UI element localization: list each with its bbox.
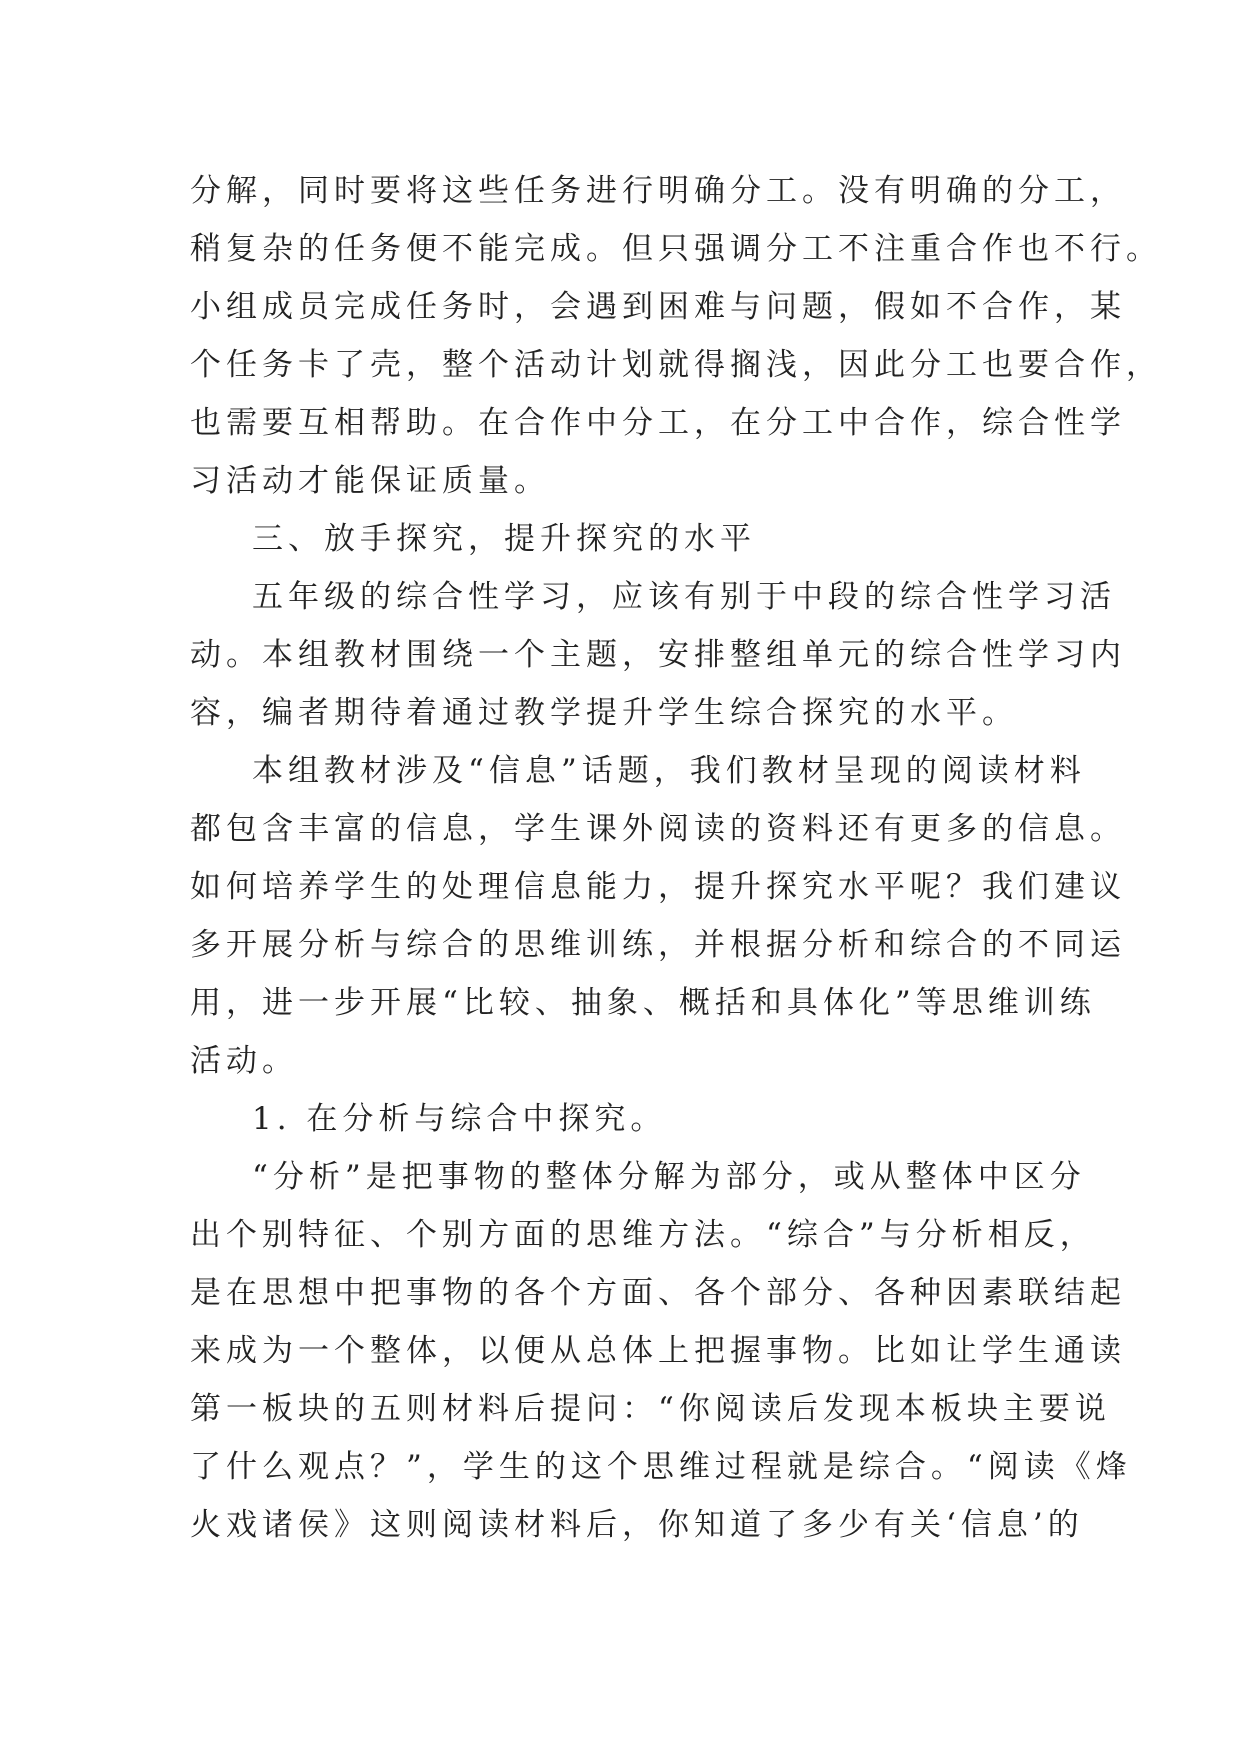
subsection-heading: 1. 在分析与综合中探究。 [252,1101,667,1137]
text-line: 活动。 [190,1043,298,1079]
text-line: 习活动才能保证质量。 [190,463,550,499]
text-line: 出个别特征、个别方面的思维方法。“综合”与分析相反， [190,1217,1096,1253]
section-heading: 三、放手探究，提升探究的水平 [252,521,756,557]
paragraph-start: 五年级的综合性学习，应该有别于中段的综合性学习活 [252,579,1116,615]
text-line: 了什么观点？”，学生的这个思维过程就是综合。“阅读《烽 [190,1449,1132,1485]
text-line: 火戏诸侯》这则阅读材料后，你知道了多少有关‘信息’的 [190,1507,1084,1543]
text-line: 分解，同时要将这些任务进行明确分工。没有明确的分工， [190,173,1126,209]
text-line: 如何培养学生的处理信息能力，提升探究水平呢？我们建议 [190,869,1126,905]
text-line: 动。本组教材围绕一个主题，安排整组单元的综合性学习内 [190,637,1126,673]
text-line: 用，进一步开展“比较、抽象、概括和具体化”等思维训练 [190,985,1096,1021]
text-line: 稍复杂的任务便不能完成。但只强调分工不注重合作也不行。 [190,231,1162,267]
paragraph-start: 本组教材涉及“信息”话题，我们教材呈现的阅读材料 [252,753,1086,789]
text-line: 个任务卡了壳，整个活动计划就得搁浅，因此分工也要合作， [190,347,1162,383]
text-line: 第一板块的五则材料后提问：“你阅读后发现本板块主要说 [190,1391,1111,1427]
text-line: 多开展分析与综合的思维训练，并根据分析和综合的不同运 [190,927,1126,963]
document-body [190,162,1162,1554]
paragraph-start: “分析”是把事物的整体分解为部分，或从整体中区分 [252,1159,1086,1195]
text-line: 是在思想中把事物的各个方面、各个部分、各种因素联结起 [190,1275,1126,1311]
text-line: 也需要互相帮助。在合作中分工，在分工中合作，综合性学 [190,405,1126,441]
text-line: 来成为一个整体，以便从总体上把握事物。比如让学生通读 [190,1333,1126,1369]
text-line: 都包含丰富的信息，学生课外阅读的资料还有更多的信息。 [190,811,1126,847]
text-line: 小组成员完成任务时，会遇到困难与问题，假如不合作，某 [190,289,1126,325]
text-line: 容，编者期待着通过教学提升学生综合探究的水平。 [190,695,1018,731]
